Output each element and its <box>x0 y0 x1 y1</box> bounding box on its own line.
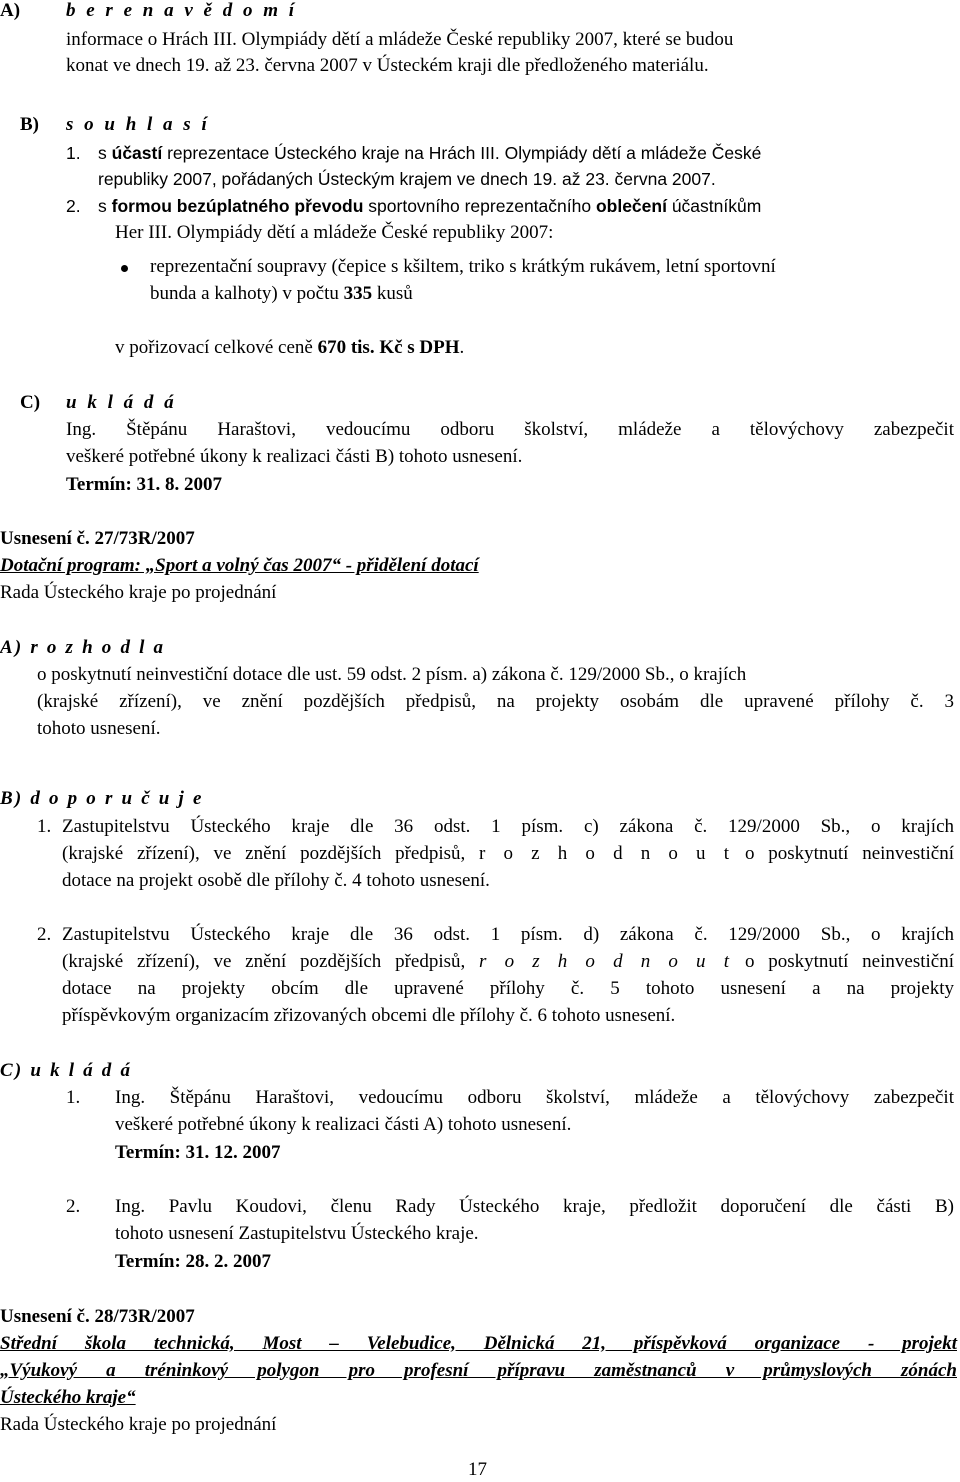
section-a-line: o poskytnutí neinvestiční dotace dle ust. 59 odst. 2 písm. a) zákona č. 129/2000 Sb., o krajích <box>37 664 747 685</box>
item-number: 2. <box>37 924 52 945</box>
recommendation-line: dotace na projekt osobě dle přílohy č. 4 tohoto usnesení. <box>62 870 490 891</box>
recommendation-text: (krajské zřízení), ve znění pozdějších předpisů, <box>62 951 480 972</box>
section-b-item-2 <box>98 194 761 218</box>
bullet-line: reprezentační soupravy (čepice s kšiltem, triko s krátkým rukávem, letní sportovní <box>150 256 776 277</box>
resolution-number: Usnesení č. 28/73R/2007 <box>0 1306 195 1327</box>
page-number: 17 <box>468 1459 487 1480</box>
recommendation-line <box>62 950 954 974</box>
recommendation-line: Zastupitelstvu Ústeckého kraje dle 36 odst. 1 písm. d) zákona č. 129/2000 Sb., o krajích <box>62 924 954 945</box>
item-text-bold: formou bezúplatného převodu <box>111 196 364 216</box>
bullet-line <box>150 282 413 306</box>
recommendation-line: dotace na projekty obcím dle upravené přílohy č. 5 tohoto usnesení a na projekty <box>62 978 954 999</box>
price-line <box>115 336 464 360</box>
recommendation-line <box>62 842 954 866</box>
section-a-label: A) <box>0 0 21 21</box>
price-amount: 670 tis. Kč s DPH <box>317 337 460 358</box>
section-a-line: tohoto usnesení. <box>37 718 161 739</box>
recommendation-text: (krajské zřízení), ve znění pozdějších předpisů, <box>62 843 480 864</box>
recommendation-text: o poskytnutí neinvestiční <box>731 843 954 864</box>
bullet-icon <box>121 265 128 272</box>
recommendation-spaced: r o z h o d n o u t <box>479 951 732 972</box>
section-b-item-2-line: Her III. Olympiády dětí a mládeže České republiky 2007: <box>115 222 554 243</box>
item-text-bold: účastí <box>111 143 163 163</box>
section-a-heading: b e r e n a v ě d o m í <box>66 0 298 21</box>
resolution-title: Ústeckého kraje“ <box>0 1387 136 1408</box>
item-text: reprezentace Ústeckého kraje na Hrách III. Olympiády dětí a mládeže České <box>162 143 762 163</box>
section-c-heading: u k l á d á <box>66 392 177 413</box>
item-text: sportovního reprezentačního <box>363 196 596 216</box>
item-number: 2. <box>66 1196 81 1217</box>
resolution-number: Usnesení č. 27/73R/2007 <box>0 528 195 549</box>
section-b-item-1-line: republiky 2007, pořádaných Ústeckým krajem ve dnech 19. až 23. června 2007. <box>98 169 716 189</box>
task-line: veškeré potřebné úkony k realizaci části A) tohoto usnesení. <box>115 1114 572 1135</box>
task-line: Ing. Štěpánu Haraštovi, vedoucímu odboru školství, mládeže a tělovýchovy zabezpečit <box>115 1087 954 1108</box>
resolution-title: Střední škola technická, Most – Velebudice, Dělnická 21, příspěvková organizace - projekt <box>0 1333 957 1354</box>
task-line: tohoto usnesení Zastupitelstvu Ústeckého kraje. <box>115 1223 479 1244</box>
section-c-label: C) <box>20 392 41 413</box>
resolution-title: „Výukový a tréninkový polygon pro profesní přípravu zaměstnanců v průmyslových zónách <box>0 1360 957 1381</box>
item-text: účastníkům <box>666 196 762 216</box>
deadline: Termín: 31. 8. 2007 <box>66 474 223 495</box>
item-text: s <box>98 143 112 163</box>
bullet-text: kusů <box>372 283 413 304</box>
section-c-line: Ing. Štěpánu Haraštovi, vedoucímu odboru školství, mládeže a tělovýchovy zabezpečit <box>66 419 954 440</box>
deadline: Termín: 28. 2. 2007 <box>115 1251 272 1272</box>
section-a-heading: A) r o z h o d l a <box>0 637 166 658</box>
recommendation-spaced: r o z h o d n o u t <box>479 843 732 864</box>
item-number: 1. <box>66 143 81 163</box>
section-a-line: konat ve dnech 19. až 23. června 2007 v Ústeckém kraji dle předloženého materiálu. <box>66 55 709 76</box>
item-text-bold: oblečení <box>595 196 667 216</box>
recommendation-text: o poskytnutí neinvestiční <box>731 951 954 972</box>
recommendation-line: Zastupitelstvu Ústeckého kraje dle 36 odst. 1 písm. c) zákona č. 129/2000 Sb., o krajích <box>62 816 954 837</box>
section-b-heading: B) d o p o r u č u j e <box>0 788 204 809</box>
section-b-item-1 <box>98 141 761 165</box>
deadline: Termín: 31. 12. 2007 <box>115 1142 281 1163</box>
bullet-text: bunda a kalhoty) v počtu <box>150 283 344 304</box>
item-number: 1. <box>66 1087 81 1108</box>
item-number: 2. <box>66 196 81 216</box>
item-text: s <box>98 196 112 216</box>
section-b-heading: s o u h l a s í <box>66 114 210 135</box>
section-c-heading: C) u k l á d á <box>0 1060 133 1081</box>
task-line: Ing. Pavlu Koudovi, členu Rady Ústeckého kraje, předložit doporučení dle části B) <box>115 1196 954 1217</box>
item-number: 1. <box>37 816 52 837</box>
section-b-label: B) <box>20 114 39 135</box>
bullet-text-bold: 335 <box>343 283 373 304</box>
recommendation-line: příspěvkovým organizacím zřizovaných obcemi dle přílohy č. 6 tohoto usnesení. <box>62 1005 676 1026</box>
council-line: Rada Ústeckého kraje po projednání <box>0 582 277 603</box>
resolution-title: Dotační program: „Sport a volný čas 2007“ - přidělení dotací <box>0 555 479 576</box>
section-a-line: informace o Hrách III. Olympiády dětí a mládeže České republiky 2007, které se budou <box>66 29 734 50</box>
price-text: . <box>459 337 465 358</box>
price-text: v pořizovací celkové ceně <box>115 337 318 358</box>
section-c-line: veškeré potřebné úkony k realizaci části B) tohoto usnesení. <box>66 446 523 467</box>
section-a-line: (krajské zřízení), ve znění pozdějších předpisů, na projekty osobám dle upravené přílohy č. 3 <box>37 691 954 712</box>
council-line: Rada Ústeckého kraje po projednání <box>0 1414 277 1435</box>
